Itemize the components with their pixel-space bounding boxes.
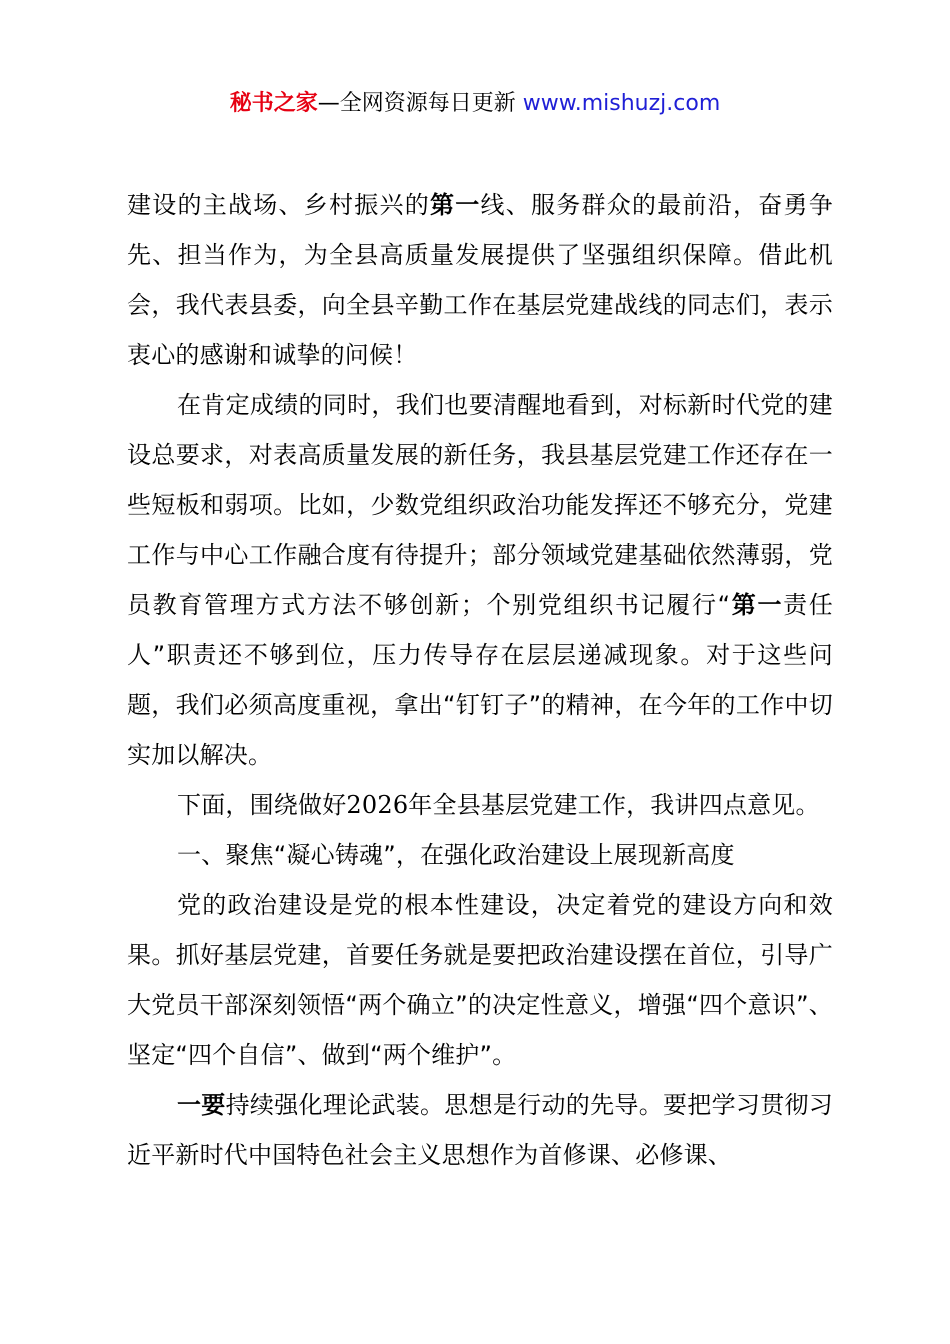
bold-lead: 一要	[177, 1091, 226, 1119]
paragraph-political-building: 党的政治建设是党的根本性建设，决定着党的建设方向和效果。抓好基层党建，首要任务就是要把政治建设摆在首位，引导广大党员干部深刻领悟“两个确立”的决定性意义，增强“四个意识”、坚定“四个自信”、做到“两个维护”。	[127, 891, 833, 1069]
site-url-link[interactable]: www.mishuzj.com	[522, 91, 721, 116]
document-body	[127, 180, 833, 1180]
page-header	[0, 88, 950, 120]
paragraph-text: 线、服务群众的最前沿，奋勇争先、担当作为，为全县高质量发展提供了坚强组织保障。借此机会，我代表县委，向全县辛勤工作在基层党建战线的同志们，表示衷心的感谢和诚挚的问候！	[127, 191, 833, 369]
paragraph-text: 建设的主战场、乡村振兴的	[127, 191, 431, 219]
paragraph-text: 持续强化理论武装。思想是行动的先导。要把学习贯彻习近平新时代中国特色社会主义思想作为首修课、必修课、	[127, 1091, 834, 1169]
paragraph-text: 下面，围绕做好	[177, 791, 347, 819]
paragraph-shortcomings	[127, 380, 833, 780]
bold-text: 第一	[430, 191, 481, 219]
paragraph-theory-armament	[127, 1080, 833, 1180]
site-brand: 秘书之家	[229, 91, 318, 116]
year-number: 2026	[346, 791, 409, 819]
bold-text: 第一	[730, 591, 784, 619]
site-tagline: —全网资源每日更新	[317, 91, 523, 116]
section-heading-1: 一、聚焦“凝心铸魂”，在强化政治建设上展现新高度	[177, 841, 735, 869]
paragraph-text: 责任人”职责还不够到位，压力传导存在层层递减现象。对于这些问题，我们必须高度重视，拿出“钉钉子”的精神，在今年的工作中切实加以解决。	[127, 591, 834, 769]
paragraph-text: 在肯定成绩的同时，我们也要清醒地看到，对标新时代党的建设总要求，对表高质量发展的新任务，我县基层党建工作还存在一些短板和弱项。比如，少数党组织政治功能发挥还不够充分，党建工作与中心工作融合度有待提升；部分领域党建基础依然薄弱，党员教育管理方式方法不够创新；个别党组织书记履行“	[127, 391, 833, 619]
paragraph-intro-opinions	[127, 780, 833, 830]
paragraph-achievements	[127, 180, 833, 380]
paragraph-text: 年全县基层党建工作，我讲四点意见。	[408, 791, 820, 819]
